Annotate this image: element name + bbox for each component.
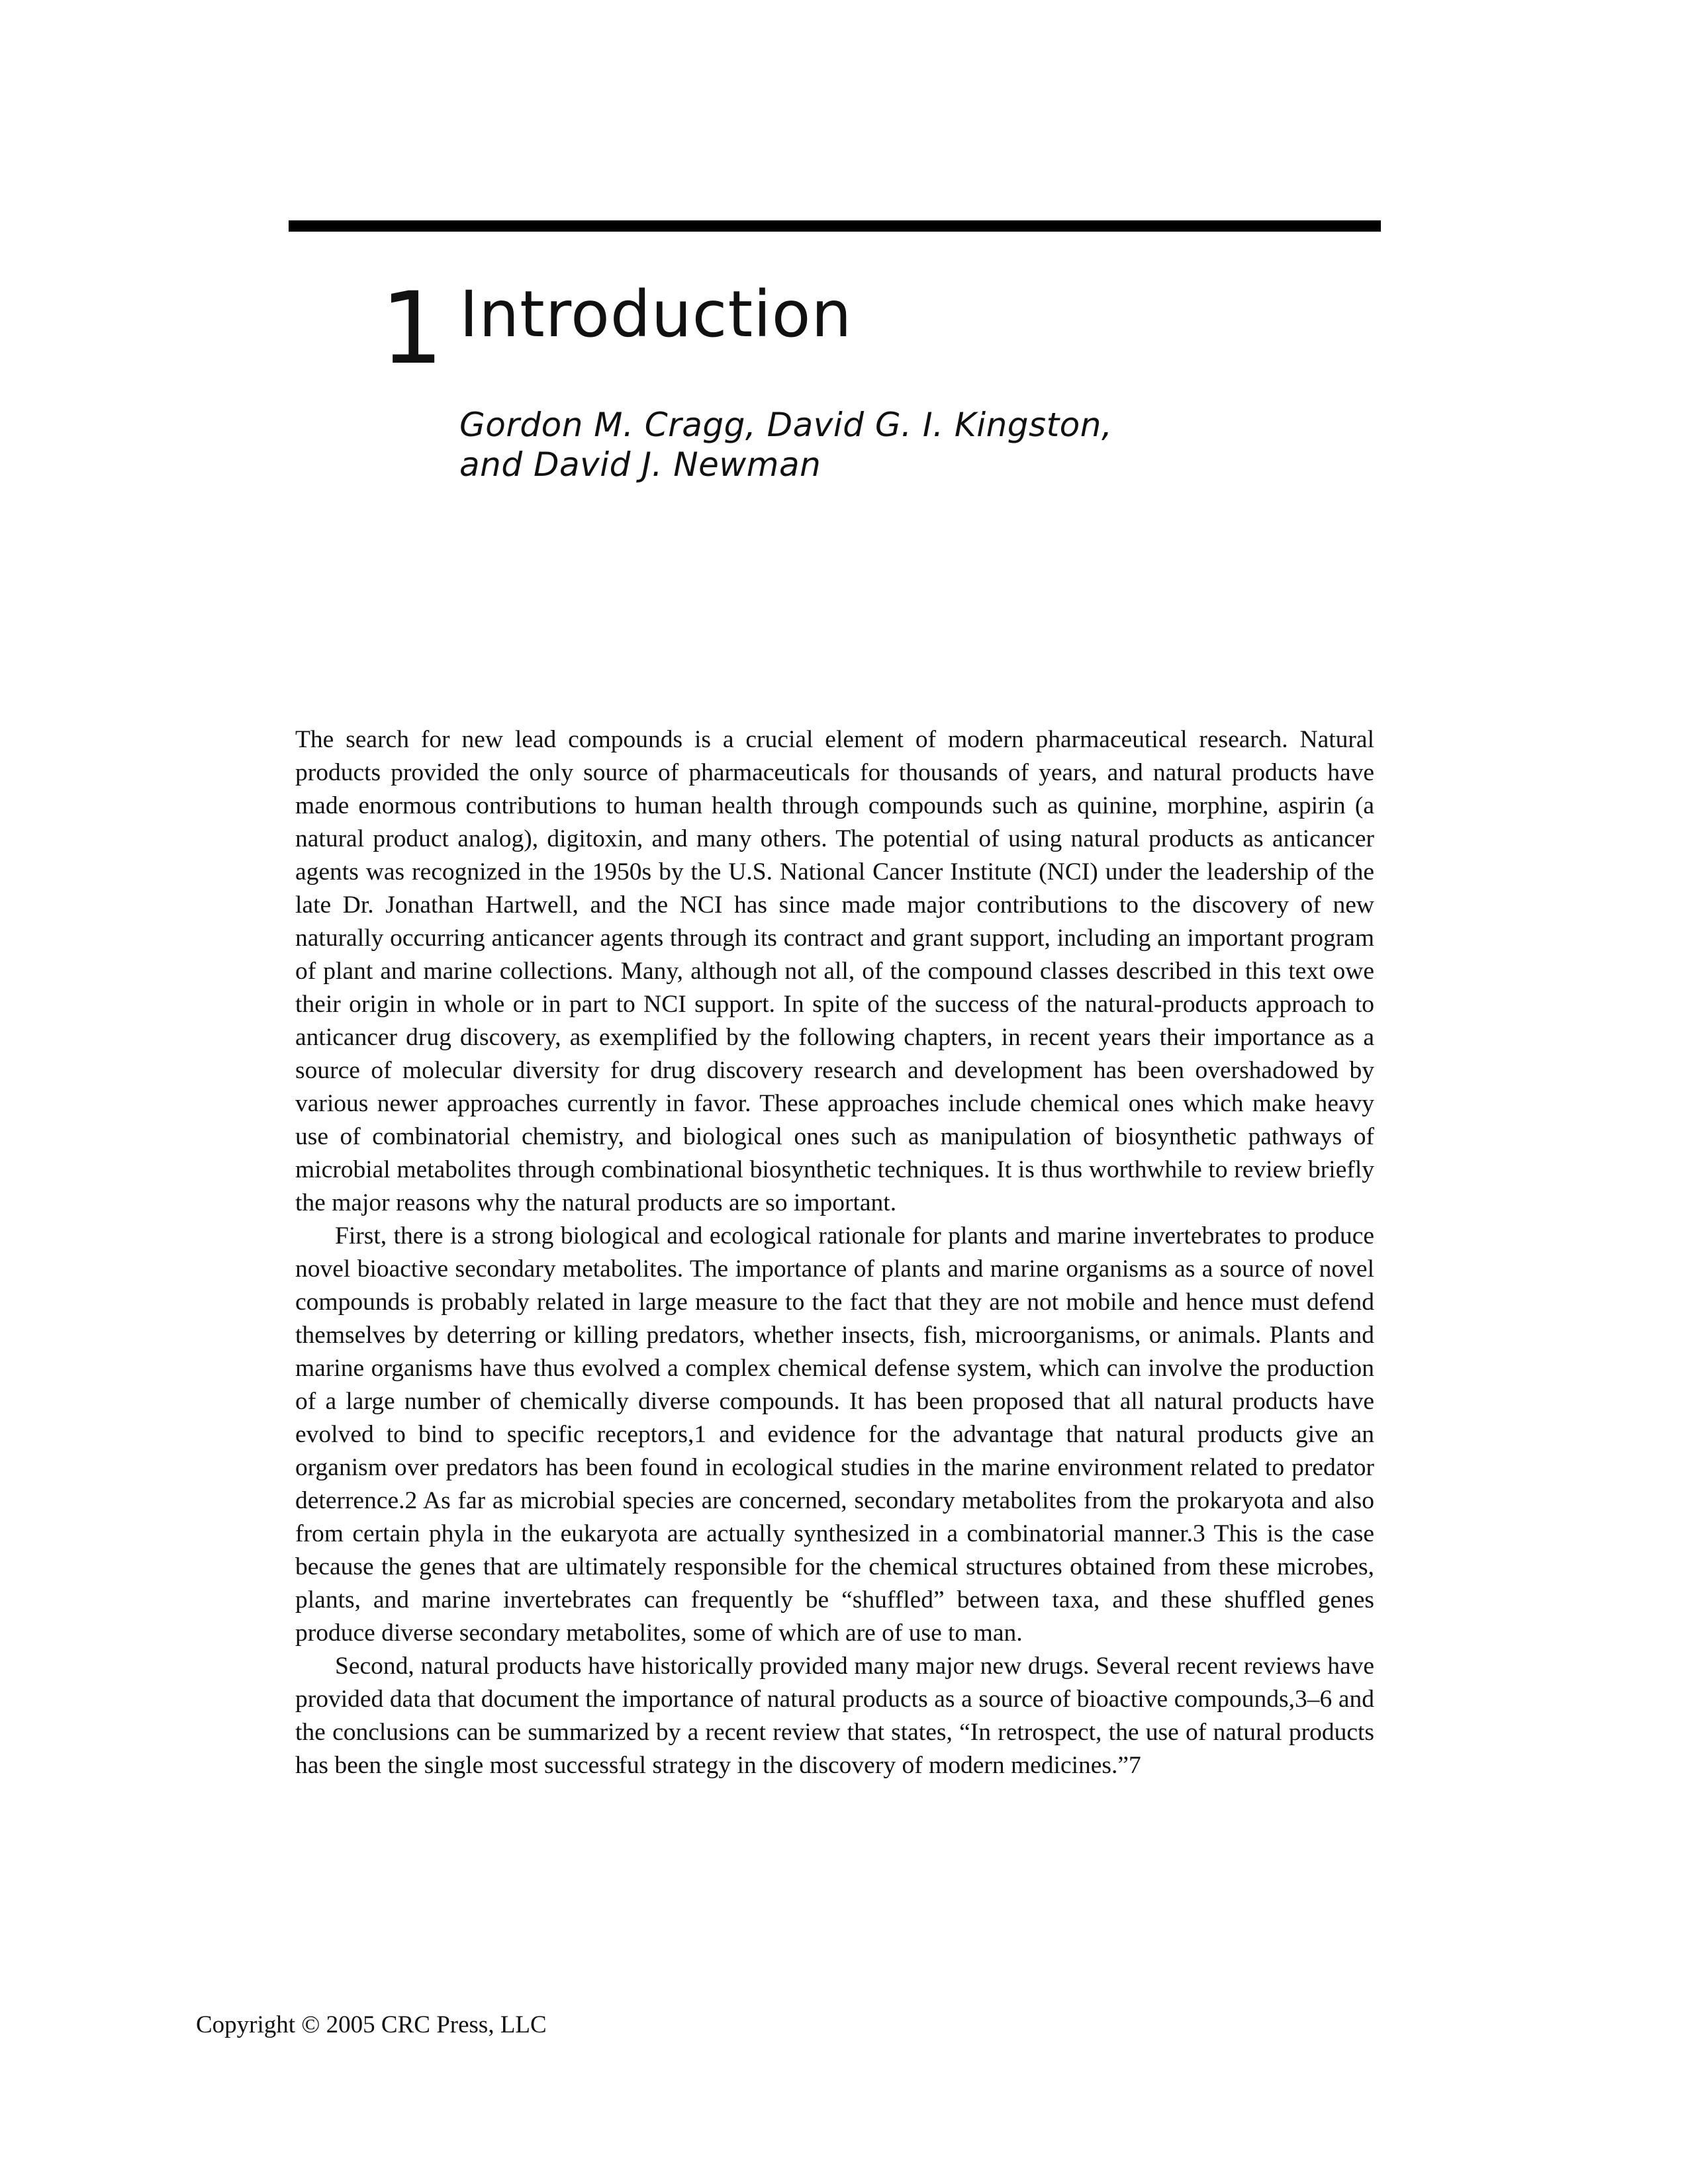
chapter-authors xyxy=(459,405,1320,484)
paragraph-1: The search for new lead compounds is a crucial element of modern pharmaceutical research. Natural products provided the only source of pharmaceuticals for thousands of years, and natural products have made enormous contributions to human health through compounds such as quinine, morphine, aspirin (a natural product analog), digitoxin, and many others. The potential of using natural products as anticancer agents was recognized in the 1950s by the U.S. National Cancer Institute (NCI) under the leadership of the late Dr. Jonathan Hartwell, and the NCI has since made major contributions to the discovery of new naturally occurring anticancer agents through its contract and grant support, including an important program of plant and marine collections. Many, although not all, of the compound classes described in this text owe their origin in whole or in part to NCI support. In spite of the success of the natural-products approach to anticancer drug discovery, as exemplified by the following chapters, in recent years their importance as a source of molecular diversity for drug discovery research and development has been overshadowed by various newer approaches currently in favor. These approaches include chemical ones which make heavy use of combinatorial chemistry, and biological ones such as manipulation of biosynthetic pathways of microbial metabolites through combinational biosynthetic techniques. It is thus worthwhile to review briefly the major reasons why the natural products are so important. xyxy=(295,726,1374,1216)
authors-line-2: and David J. Newman xyxy=(459,445,821,484)
authors-line-1: Gordon M. Cragg, David G. I. Kingston, xyxy=(459,406,1113,444)
paragraph-2: First, there is a strong biological and ecological rationale for plants and marine invertebrates to produce novel bioactive secondary metabolites. The importance of plants and marine organisms as a source of novel compounds is probably related in large measure to the fact that they are not mobile and hence must defend themselves by deterring or killing predators, whether insects, fish, microorganisms, or animals. Plants and marine organisms have thus evolved a complex chemical defense system, which can involve the production of a large number of chemically diverse compounds. It has been proposed that all natural products have evolved to bind to specific receptors,1 and evidence for the advantage that natural products give an organism over predators has been found in ecological studies in the marine environment related to predator deterrence.2 As far as microbial species are concerned, secondary metabolites from the prokaryota and also from certain phyla in the eukaryota are actually synthesized in a combinatorial manner.3 This is the case because the genes that are ultimately responsible for the chemical structures obtained from these microbes, plants, and marine invertebrates can frequently be “shuffled” between taxa, and these shuffled genes produce diverse secondary metabolites, some of which are of use to man. xyxy=(295,1222,1374,1647)
chapter-title: Introduction xyxy=(459,277,853,351)
body-text xyxy=(295,723,1374,1782)
copyright-footer: Copyright © 2005 CRC Press, LLC xyxy=(196,2011,547,2038)
paragraph-3: Second, natural products have historically provided many major new drugs. Several recent reviews have provided data that document the importance of natural products as a source of bioactive compounds,3–6 and the conclusions can be summarized by a recent review that states, “In retrospect, the use of natural products has been the single most successful strategy in the discovery of modern medicines.”7 xyxy=(295,1653,1374,1779)
chapter-number: 1 xyxy=(380,271,444,387)
chapter-header-rule xyxy=(289,220,1381,232)
